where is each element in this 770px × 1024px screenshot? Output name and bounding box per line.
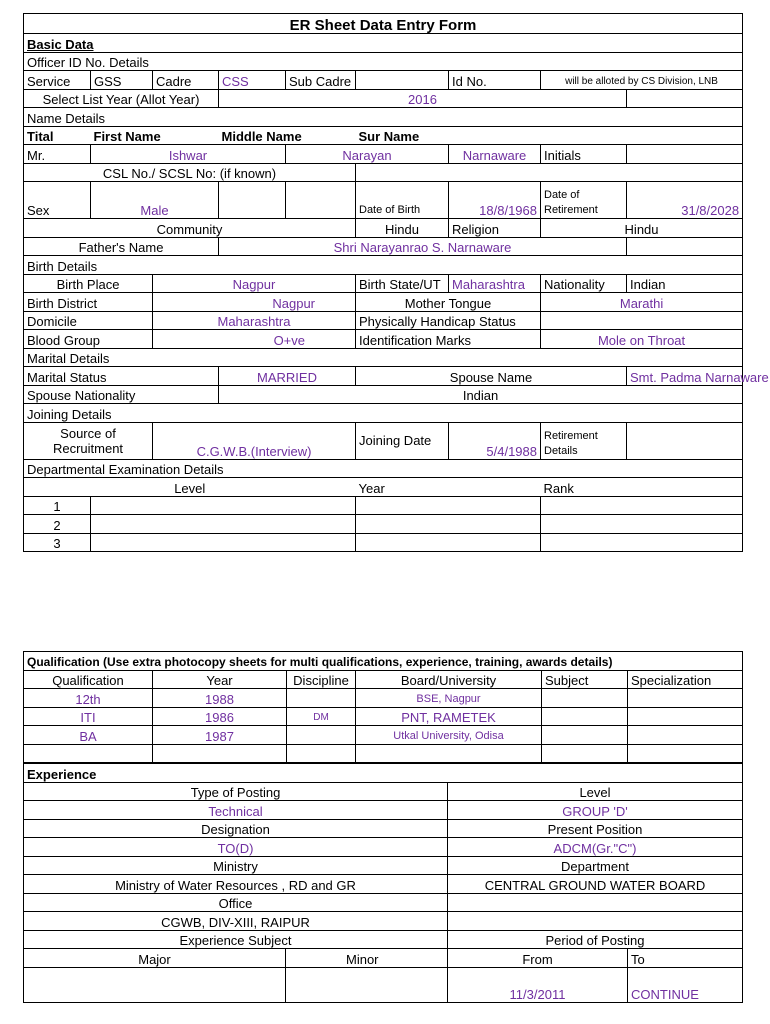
minor-label: Minor [286, 949, 448, 968]
minor-field[interactable] [286, 967, 448, 1002]
list-year-extra-field[interactable] [627, 89, 743, 108]
ph-status-label: Physically Handicap Status [356, 311, 541, 330]
cadre-label: Cadre [153, 71, 219, 90]
service-field[interactable]: GSS [91, 71, 153, 90]
dob-label: Date of Birth [356, 182, 449, 219]
dor-label: Date of Retirement [541, 182, 627, 219]
sex-label: Sex [24, 182, 91, 219]
table-row [24, 726, 743, 745]
religion-label: Religion [449, 219, 541, 238]
specialization-field[interactable] [628, 726, 743, 745]
to-label: To [628, 949, 743, 968]
exam-year-field[interactable] [356, 515, 541, 534]
basic-data-heading: Basic Data [24, 34, 743, 53]
board-university-field[interactable]: Utkal University, Odisa [356, 726, 542, 745]
subject-field[interactable] [542, 707, 628, 726]
qualification-experience-form [23, 651, 742, 1003]
qualification-heading: Qualification (Use extra photocopy sheets for multi qualifications, experience, training, awards details) [24, 652, 743, 671]
source-of-recruitment-label: Source of Recruitment [24, 422, 153, 459]
joining-date-label: Joining Date [356, 422, 449, 459]
board-university-field[interactable]: PNT, RAMETEK [356, 707, 542, 726]
designation-field[interactable]: TO(D) [24, 838, 448, 857]
dor-field[interactable]: 31/8/2028 [627, 182, 743, 219]
qualification-year-field[interactable]: 1986 [153, 707, 287, 726]
ministry-label: Ministry [24, 856, 448, 875]
board-university-header: Board/University [356, 670, 542, 689]
exam-rank-field[interactable] [541, 533, 743, 552]
source-of-recruitment-field[interactable]: C.G.W.B.(Interview) [153, 422, 356, 459]
exam-row-number: 3 [24, 533, 91, 552]
er-sheet-form [23, 13, 769, 552]
religion-field[interactable]: Hindu [541, 219, 743, 238]
middle-name-header: Middle Name [219, 126, 356, 145]
level-label: Level [448, 782, 743, 801]
page-title: ER Sheet Data Entry Form [24, 14, 743, 34]
experience-table [23, 763, 743, 1003]
discipline-field[interactable]: DM [287, 707, 356, 726]
community-field[interactable]: Hindu [356, 219, 449, 238]
joining-details-heading: Joining Details [24, 404, 743, 423]
experience-subject-label: Experience Subject [24, 930, 448, 949]
qualification-field[interactable]: BA [24, 726, 153, 745]
ph-status-field[interactable] [541, 311, 743, 330]
exam-year-field[interactable] [356, 533, 541, 552]
from-date-field[interactable]: 11/3/2011 [448, 967, 628, 1002]
initials-label: Initials [541, 145, 627, 164]
qualification-header: Qualification [24, 670, 153, 689]
sur-name-field[interactable]: Narnaware [449, 145, 541, 164]
middle-name-field[interactable]: Narayan [286, 145, 449, 164]
qualification-year-field[interactable] [153, 744, 287, 763]
joining-date-field[interactable]: 5/4/1988 [449, 422, 541, 459]
birth-district-field[interactable]: Nagpur [153, 293, 356, 312]
specialization-field[interactable] [628, 689, 743, 708]
table-row [24, 744, 743, 763]
sub-cadre-label: Sub Cadre [286, 71, 356, 90]
qualification-field[interactable]: 12th [24, 689, 153, 708]
qualification-table [23, 651, 743, 763]
service-label: Service [24, 71, 91, 90]
table-row [24, 707, 743, 726]
dob-field[interactable]: 18/8/1968 [449, 182, 541, 219]
designation-label: Designation [24, 819, 448, 838]
board-university-field[interactable]: BSE, Nagpur [356, 689, 542, 708]
spouse-nationality-label: Spouse Nationality [24, 385, 219, 404]
exam-rank-field[interactable] [541, 496, 743, 515]
name-details-heading: Name Details [24, 108, 743, 127]
exam-year-field[interactable] [356, 496, 541, 515]
retirement-details-field[interactable] [627, 422, 743, 459]
qualification-field[interactable]: ITI [24, 707, 153, 726]
nationality-field[interactable]: Indian [627, 274, 743, 293]
present-position-label: Present Position [448, 819, 743, 838]
spouse-name-field[interactable]: Smt. Padma Narnaware [627, 367, 743, 386]
major-label: Major [24, 949, 286, 968]
birth-place-label: Birth Place [24, 274, 153, 293]
spouse-nationality-field[interactable]: Indian [219, 385, 743, 404]
father-name-label: Father's Name [24, 237, 219, 256]
specialization-header: Specialization [628, 670, 743, 689]
spouse-name-label: Spouse Name [356, 367, 627, 386]
list-year-field[interactable]: 2016 [219, 89, 627, 108]
period-of-posting-label: Period of Posting [448, 930, 743, 949]
sur-name-header: Sur Name [356, 126, 743, 145]
marital-status-label: Marital Status [24, 367, 219, 386]
discipline-field[interactable] [287, 744, 356, 763]
board-university-field[interactable] [356, 744, 542, 763]
father-name-field[interactable]: Shri Narayanrao S. Narnaware [219, 237, 627, 256]
sex-field[interactable]: Male [91, 182, 219, 219]
discipline-field[interactable] [287, 689, 356, 708]
discipline-field[interactable] [287, 726, 356, 745]
dept-exam-heading: Departmental Examination Details [24, 459, 743, 478]
marital-status-field[interactable]: MARRIED [219, 367, 356, 386]
office-field[interactable]: CGWB, DIV-XIII, RAIPUR [24, 912, 448, 931]
from-label: From [448, 949, 628, 968]
table-row [24, 689, 743, 708]
subject-field[interactable] [542, 689, 628, 708]
office-extra-field[interactable] [448, 893, 743, 912]
subject-field[interactable] [542, 744, 628, 763]
csl-field[interactable] [356, 163, 743, 182]
first-name-header: First Name [91, 126, 219, 145]
specialization-field[interactable] [628, 707, 743, 726]
subject-field[interactable] [542, 726, 628, 745]
qualification-year-field[interactable]: 1988 [153, 689, 287, 708]
exam-level-header: Level [24, 478, 356, 497]
qualification-field[interactable] [24, 744, 153, 763]
qualification-year-field[interactable]: 1987 [153, 726, 287, 745]
birth-district-label: Birth District [24, 293, 153, 312]
birth-place-field[interactable]: Nagpur [153, 274, 356, 293]
office-label: Office [24, 893, 448, 912]
blood-group-label: Blood Group [24, 330, 153, 349]
domicile-label: Domicile [24, 311, 153, 330]
to-date-field[interactable]: CONTINUE [628, 967, 743, 1002]
exam-level-field[interactable] [91, 533, 356, 552]
office-extra-field-2[interactable] [448, 912, 743, 931]
exam-rank-header: Rank [541, 478, 743, 497]
tital-header: Tital [24, 126, 91, 145]
csl-label: CSL No./ SCSL No: (if known) [24, 163, 356, 182]
id-no-note: will be alloted by CS Division, LNB [541, 71, 743, 90]
sex-extra-field[interactable] [219, 182, 286, 219]
present-position-field[interactable]: ADCM(Gr."C") [448, 838, 743, 857]
mother-tongue-label: Mother Tongue [356, 293, 541, 312]
domicile-field[interactable]: Maharashtra [153, 311, 356, 330]
type-of-posting-field[interactable]: Technical [24, 801, 448, 820]
department-label: Department [448, 856, 743, 875]
blood-group-field[interactable]: O+ve [153, 330, 356, 349]
department-field[interactable]: CENTRAL GROUND WATER BOARD [448, 875, 743, 894]
officer-id-heading: Officer ID No. Details [24, 52, 743, 71]
first-name-field[interactable]: Ishwar [91, 145, 286, 164]
marital-details-heading: Marital Details [24, 348, 743, 367]
exam-row-number: 2 [24, 515, 91, 534]
ministry-field[interactable]: Ministry of Water Resources , RD and GR [24, 875, 448, 894]
subject-header: Subject [542, 670, 628, 689]
sub-cadre-field[interactable] [356, 71, 449, 90]
retirement-details-label: Retirement Details [541, 422, 627, 459]
exam-row-number: 1 [24, 496, 91, 515]
id-marks-field[interactable]: Mole on Throat [541, 330, 743, 349]
birth-state-field[interactable]: Maharashtra [449, 274, 541, 293]
community-label: Community [24, 219, 356, 238]
initials-field[interactable] [627, 145, 743, 164]
level-field[interactable]: GROUP 'D' [448, 801, 743, 820]
major-field[interactable] [24, 967, 286, 1002]
title-field[interactable]: Mr. [24, 145, 91, 164]
year-header: Year [153, 670, 287, 689]
father-name-extra-field[interactable] [627, 237, 743, 256]
mother-tongue-field[interactable]: Marathi [541, 293, 743, 312]
birth-details-heading: Birth Details [24, 256, 743, 275]
id-no-label: Id No. [449, 71, 541, 90]
id-marks-label: Identification Marks [356, 330, 541, 349]
exam-year-header: Year [356, 478, 541, 497]
specialization-field[interactable] [628, 744, 743, 763]
exam-rank-field[interactable] [541, 515, 743, 534]
discipline-header: Discipline [287, 670, 356, 689]
exam-level-field[interactable] [91, 515, 356, 534]
type-of-posting-label: Type of Posting [24, 782, 448, 801]
nationality-label: Nationality [541, 274, 627, 293]
er-sheet-table [23, 13, 769, 552]
list-year-label: Select List Year (Allot Year) [24, 89, 219, 108]
experience-heading: Experience [24, 764, 743, 783]
birth-state-label: Birth State/UT [356, 274, 449, 293]
cadre-field[interactable]: CSS [219, 71, 286, 90]
sex-extra-field-2[interactable] [286, 182, 356, 219]
exam-level-field[interactable] [91, 496, 356, 515]
